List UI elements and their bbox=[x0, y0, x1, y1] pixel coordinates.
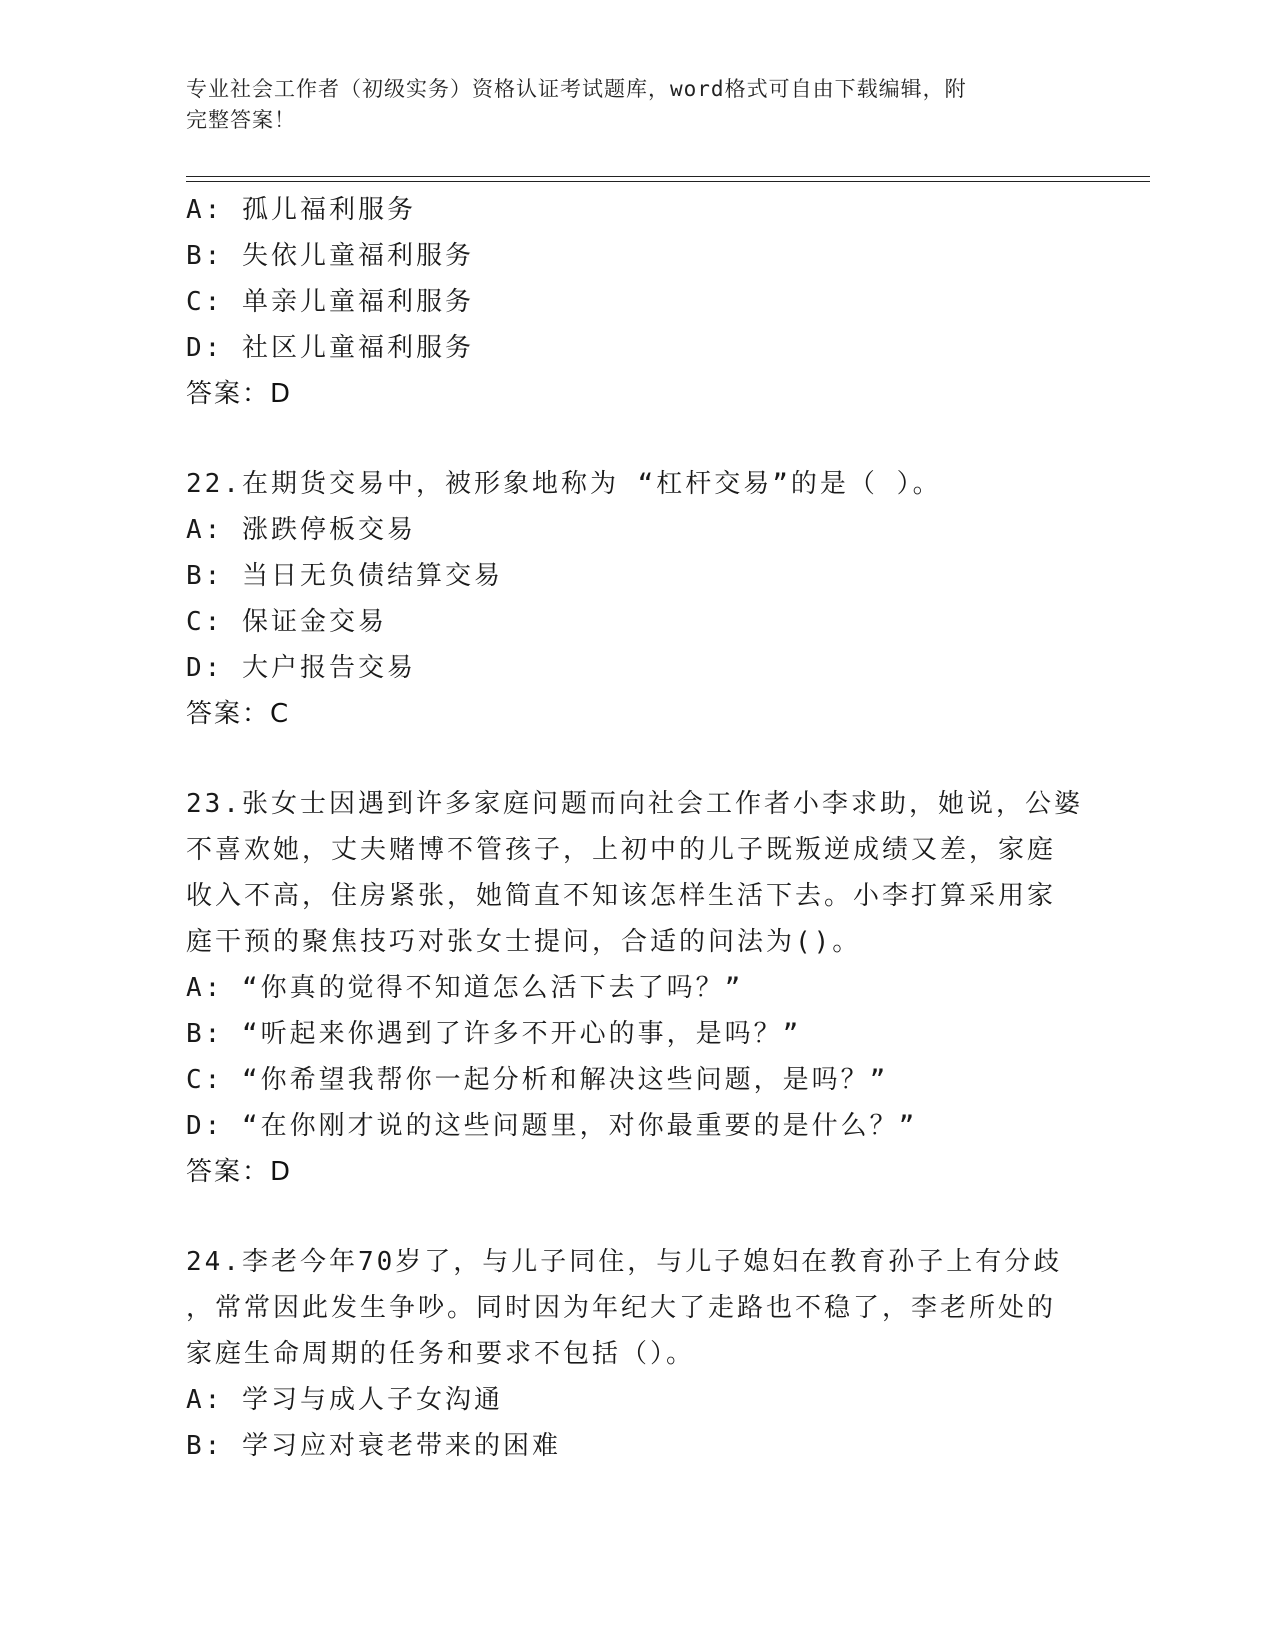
question-stem bbox=[186, 461, 1086, 507]
document-header bbox=[186, 74, 1066, 136]
stem-line: 收入不高，住房紧张，她简直不知该怎样生活下去。小李打算采用家 bbox=[186, 881, 1057, 911]
option-b: B: 当日无负债结算交易 bbox=[186, 561, 503, 591]
stem-line: 不喜欢她，丈夫赌博不管孩子，上初中的儿子既叛逆成绩又差，家庭 bbox=[186, 835, 1057, 865]
stem-line: 家庭生命周期的任务和要求不包括（）。 bbox=[186, 1339, 696, 1369]
option-c: C: “你希望我帮你一起分析和解决这些问题，是吗？” bbox=[186, 1065, 889, 1095]
option-c: C: 单亲儿童福利服务 bbox=[186, 287, 474, 317]
option-b: B: 失依儿童福利服务 bbox=[186, 241, 474, 271]
stem-line: 22.在期货交易中，被形象地称为 “杠杆交易”的是（ ）。 bbox=[186, 469, 942, 499]
question-stem bbox=[186, 1239, 1086, 1377]
header-rule-bottom bbox=[186, 181, 1150, 182]
option-a: A: 孤儿福利服务 bbox=[186, 195, 416, 225]
option-a: A: “你真的觉得不知道怎么活下去了吗？” bbox=[186, 973, 744, 1003]
question-24 bbox=[186, 1239, 1086, 1469]
header-rule-top bbox=[186, 176, 1150, 177]
option-b: B: 学习应对衰老带来的困难 bbox=[186, 1431, 561, 1461]
question-22 bbox=[186, 461, 1086, 737]
stem-line: ，常常因此发生争吵。同时因为年纪大了走路也不稳了，李老所处的 bbox=[186, 1293, 1057, 1323]
question-stem bbox=[186, 781, 1086, 965]
answer-line: 答案：D bbox=[186, 1157, 293, 1187]
option-d: D: “在你刚才说的这些问题里，对你最重要的是什么？” bbox=[186, 1111, 918, 1141]
spacer bbox=[186, 1195, 1086, 1239]
stem-line: 23.张女士因遇到许多家庭问题而向社会工作者小李求助，她说，公婆 bbox=[186, 789, 1083, 819]
stem-line: 24.李老今年70岁了，与儿子同住，与儿子媳妇在教育孙子上有分歧 bbox=[186, 1247, 1063, 1277]
option-c: C: 保证金交易 bbox=[186, 607, 387, 637]
answer-line: 答案：D bbox=[186, 379, 293, 409]
option-b: B: “听起来你遇到了许多不开心的事，是吗？” bbox=[186, 1019, 802, 1049]
spacer bbox=[186, 417, 1086, 461]
option-d: D: 大户报告交易 bbox=[186, 653, 416, 683]
header-line-2: 完整答案！ bbox=[186, 108, 296, 132]
question-list bbox=[186, 187, 1086, 1469]
question-23 bbox=[186, 781, 1086, 1195]
option-a: A: 学习与成人子女沟通 bbox=[186, 1385, 503, 1415]
option-d: D: 社区儿童福利服务 bbox=[186, 333, 474, 363]
spacer bbox=[186, 737, 1086, 781]
answer-line: 答案：C bbox=[186, 699, 291, 729]
option-a: A: 涨跌停板交易 bbox=[186, 515, 416, 545]
stem-line: 庭干预的聚焦技巧对张女士提问，合适的问法为()。 bbox=[186, 927, 862, 957]
question-21 bbox=[186, 187, 1086, 417]
header-line-1: 专业社会工作者（初级实务）资格认证考试题库，word格式可自由下载编辑，附 bbox=[186, 77, 967, 101]
